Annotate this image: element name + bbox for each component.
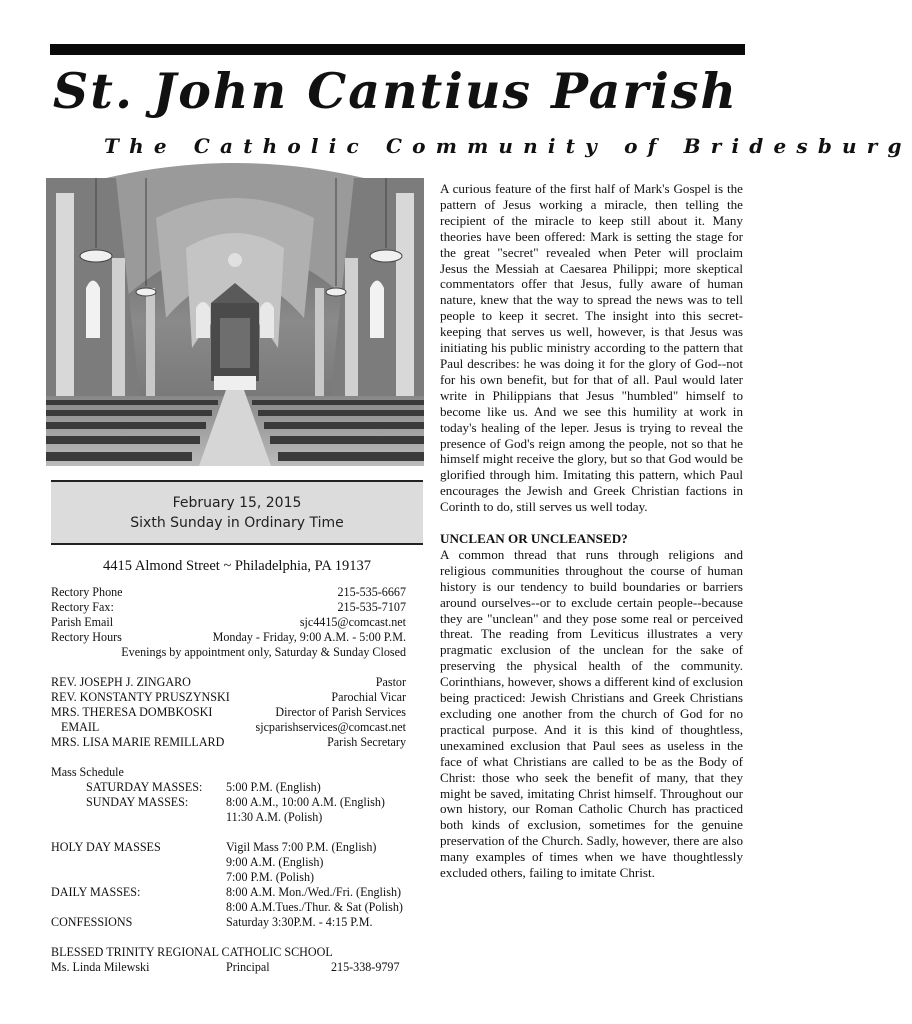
contact-label: Parish Email xyxy=(51,615,114,629)
contact-value: 215-535-7107 xyxy=(337,600,406,614)
contact-row xyxy=(51,615,406,630)
saturday-masses-row xyxy=(51,780,406,795)
article-paragraph: A common thread that runs through religions and religious communities throughout the course of human history is our tendency to build boundaries or barriers around ourselves--or to exclude certain people--because they are "unclean" and they pose some real or perceived threat. The reading from Leviticus illustrates a very pragmatic exclusion of the unclean for the sake of preserving the physical health of the community. Corinthians, however, shows a different kind of exclusion being practiced: Jewish Christians and Greek Christians excluding one another from the church of God for no practical purpose. And it is this kind of thoughtless, unexamined exclusion that Paul sees as useless in the face of what Christians are called to be as the Body of Christ: those who seek the benefit of many, that they might be saved, imitating Christ himself. Throughout our own history, our Roman Catholic Church has practiced both kinds of exclusion, sometimes for the genuine preservation of the Church. Sadly, however, there are also many examples of times when we have thoughtlessly excluded others, failing to imitate Christ. xyxy=(440,546,743,881)
mass-time: 7:00 P.M. (Polish) xyxy=(226,870,315,884)
daily-masses-row xyxy=(51,885,406,900)
staff-name: MRS. LISA MARIE REMILLARD xyxy=(51,735,225,749)
daily-masses-row xyxy=(51,900,406,915)
homily-article xyxy=(440,181,743,881)
liturgical-occasion: Sixth Sunday in Ordinary Time xyxy=(130,515,344,531)
contact-row xyxy=(51,585,406,600)
staff-row xyxy=(51,705,406,720)
staff-role: Pastor xyxy=(375,675,406,689)
contact-value: Monday - Friday, 9:00 A.M. - 5:00 P.M. xyxy=(212,630,406,644)
staff-name: REV. KONSTANTY PRUSZYNSKI xyxy=(51,690,230,704)
staff-name: EMAIL xyxy=(61,720,100,734)
staff-row xyxy=(51,690,406,705)
staff-row xyxy=(51,735,406,750)
mass-time: 8:00 A.M., 10:00 A.M. (English) xyxy=(226,795,385,809)
holy-day-row xyxy=(51,840,406,855)
school-row xyxy=(51,945,406,960)
contact-label: Rectory Hours xyxy=(51,630,122,644)
staff-role: Director of Parish Services xyxy=(275,705,406,719)
bulletin-date-box xyxy=(51,480,423,545)
contact-row xyxy=(51,630,406,645)
saturday-label: SATURDAY MASSES: xyxy=(86,780,203,794)
contact-label: Rectory Phone xyxy=(51,585,123,599)
evening-note: Evenings by appointment only, Saturday & Sunday Closed xyxy=(121,645,406,659)
sunday-label: SUNDAY MASSES: xyxy=(86,795,189,809)
school-contact-name: Ms. Linda Milewski xyxy=(51,960,150,974)
staff-name: MRS. THERESA DOMBKOSKI xyxy=(51,705,213,719)
staff-row xyxy=(51,720,406,735)
services-email-link[interactable]: sjcparishservices@comcast.net xyxy=(255,720,406,734)
mass-time: 5:00 P.M. (English) xyxy=(226,780,321,794)
parish-title: St. John Cantius Parish xyxy=(52,62,739,120)
article-heading: UNCLEAN OR UNCLEANSED? xyxy=(440,531,628,547)
daily-label: DAILY MASSES: xyxy=(51,885,141,899)
parish-subtitle: The Catholic Community of Bridesburg xyxy=(104,134,912,158)
holy-day-label: HOLY DAY MASSES xyxy=(51,840,161,854)
school-contact-role: Principal xyxy=(226,960,270,974)
mass-time: Vigil Mass 7:00 P.M. (English) xyxy=(226,840,377,854)
mass-time: Saturday 3:30P.M. - 4:15 P.M. xyxy=(226,915,373,929)
bulletin-date: February 15, 2015 xyxy=(172,495,302,511)
mass-time: 9:00 A.M. (English) xyxy=(226,855,324,869)
staff-row xyxy=(51,675,406,690)
confessions-row xyxy=(51,915,406,930)
mass-time: 8:00 A.M.Tues./Thur. & Sat (Polish) xyxy=(226,900,403,914)
contact-row xyxy=(51,600,406,615)
church-interior-photo xyxy=(46,178,424,466)
school-contact-phone: 215-338-9797 xyxy=(331,960,400,974)
staff-name: REV. JOSEPH J. ZINGARO xyxy=(51,675,191,689)
header-rule xyxy=(50,44,745,55)
sunday-masses-row xyxy=(51,810,406,825)
article-paragraph: A curious feature of the first half of Mark's Gospel is the pattern of Jesus working a miracle, then telling the recipient of the miracle to keep still about it. Many theories have been offered: Mark is setting the stage for the great "secret" revealed when Peter will proclaim Jesus the Messiah at Caesarea Philippi; more skeptical commentators offer that Jesus, fully aware of human nature, knew that the way to spread the news was to tell people to keep it secret. The insight into this secret-keeping that serves us well, however, is that Jesus was initiating his public ministry according to the pattern that Paul describes: he was doing it for the glory of God--not for his own benefit, but for that of all. Paul would later write in Philippians that Jesus "humbled" himself to become like us. And we see this humility at work in today's healing of the leper. Jesus is trying to reveal the presence of God's reign among the people, not so that he himself might receive the glory, but so that God would be glorified through him. Imitating this pattern, which Paul encourages the Jewish and Greek Christian factions in Corinth to do, still serves us well today. xyxy=(440,181,743,515)
contact-value: 215-535-6667 xyxy=(337,585,406,599)
school-name: BLESSED TRINITY REGIONAL CATHOLIC SCHOOL xyxy=(51,945,333,959)
parish-address: 4415 Almond Street ~ Philadelphia, PA 19137 xyxy=(103,558,371,574)
parish-info xyxy=(51,585,406,975)
mass-heading-text: Mass Schedule xyxy=(51,765,124,779)
mass-time: 11:30 A.M. (Polish) xyxy=(226,810,323,824)
confessions-label: CONFESSIONS xyxy=(51,915,133,929)
mass-time: 8:00 A.M. Mon./Wed./Fri. (English) xyxy=(226,885,402,899)
school-contact-row xyxy=(51,960,406,975)
sunday-masses-row xyxy=(51,795,406,810)
staff-role: Parochial Vicar xyxy=(331,690,406,704)
parish-email-link[interactable]: sjc4415@comcast.net xyxy=(299,615,406,629)
staff-role: Parish Secretary xyxy=(327,735,406,749)
holy-day-row xyxy=(51,870,406,885)
mass-heading xyxy=(51,765,406,780)
holy-day-row xyxy=(51,855,406,870)
evening-note-row xyxy=(51,645,406,660)
contact-label: Rectory Fax: xyxy=(51,600,114,614)
